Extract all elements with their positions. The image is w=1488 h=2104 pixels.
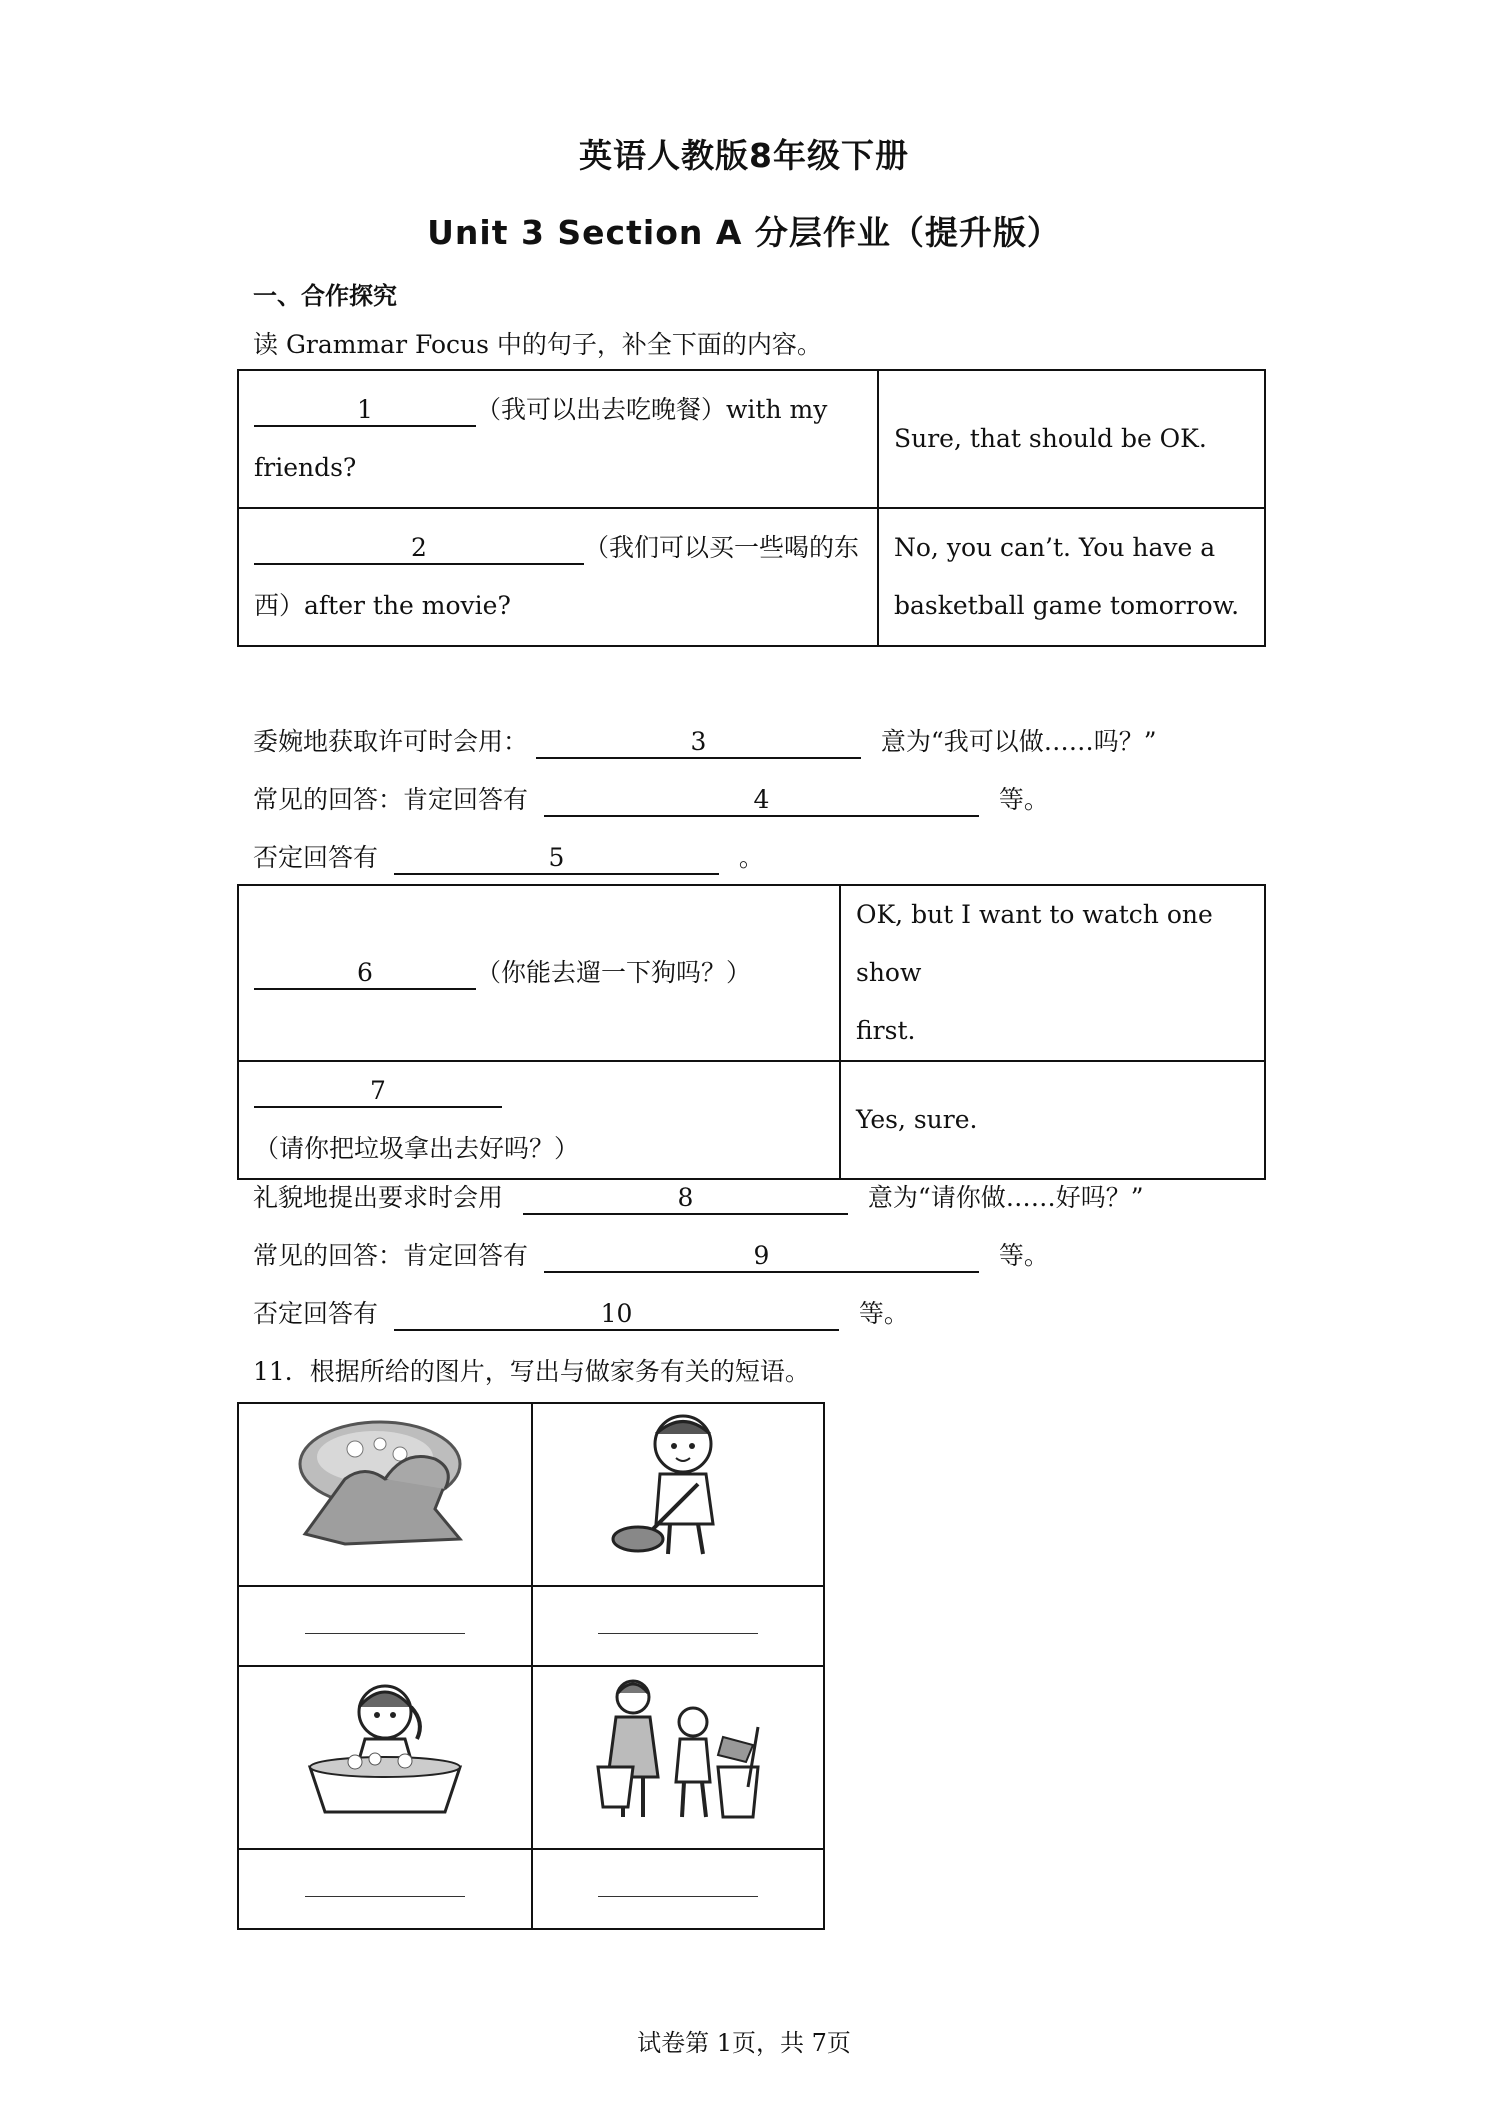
- document-title: 英语人教版8年级下册: [579, 136, 909, 175]
- page-footer: 试卷第 1页，共 7页: [637, 2029, 851, 2057]
- picture-cell: [238, 1666, 532, 1849]
- answer-row: [238, 1586, 824, 1666]
- section-heading: 一、合作探究: [253, 282, 397, 310]
- permission-line-1: [253, 722, 1156, 759]
- question-cell: [238, 370, 878, 508]
- permission-label: 委婉地获取许可时会用：: [253, 727, 529, 756]
- table-row: [238, 1061, 1265, 1179]
- question-text: （你能去遛一下狗吗？）: [476, 958, 752, 987]
- question-11: 11．根据所给的图片，写出与做家务有关的短语。: [253, 1357, 810, 1386]
- blank-6[interactable]: 6: [254, 958, 476, 990]
- blank-10[interactable]: 10: [394, 1299, 839, 1331]
- table-row: [238, 370, 1265, 508]
- etc-text: 等。: [998, 1241, 1049, 1270]
- boy-sweeping-icon: [588, 1404, 768, 1564]
- blank-7[interactable]: 7: [254, 1076, 502, 1108]
- question-text: （我们可以买一些喝的东: [584, 533, 860, 562]
- washing-hands-icon: [285, 1409, 485, 1559]
- blank-4[interactable]: 4: [544, 785, 979, 817]
- request-line-1: [253, 1178, 1143, 1215]
- answer-line[interactable]: [598, 1870, 758, 1897]
- instruction-text: 读 Grammar Focus 中的句子，补全下面的内容。: [253, 330, 822, 359]
- table-row: [238, 508, 1265, 646]
- picture-cell: [532, 1403, 824, 1586]
- grammar-table-2: [237, 884, 1266, 1180]
- picture-cell: [532, 1666, 824, 1849]
- affirmative-label: 常见的回答：肯定回答有: [253, 785, 529, 814]
- answer-blank-cell[interactable]: [532, 1586, 824, 1666]
- answer-blank-cell[interactable]: [238, 1586, 532, 1666]
- question-cell: [238, 885, 840, 1061]
- etc-text: 等。: [858, 1299, 909, 1328]
- answer-text-line2: first.: [856, 1016, 916, 1045]
- question-cell: [238, 1061, 840, 1179]
- period-text: 。: [738, 843, 764, 872]
- picture-row: [238, 1403, 824, 1586]
- blank-9[interactable]: 9: [544, 1241, 979, 1273]
- etc-text: 等。: [998, 785, 1049, 814]
- request-label: 礼貌地提出要求时会用: [253, 1183, 504, 1212]
- answer-row: [238, 1849, 824, 1929]
- answer-text: No, you can’t. You have a: [894, 533, 1216, 562]
- answer-text-line2: basketball game tomorrow.: [894, 591, 1240, 620]
- request-line-2: [253, 1236, 1049, 1273]
- answer-cell: [878, 508, 1265, 646]
- table-row: [238, 885, 1265, 1061]
- question-cell: [238, 508, 878, 646]
- question-text: （请你把垃圾拿出去好吗？）: [254, 1134, 580, 1163]
- answer-cell: [840, 1061, 1265, 1179]
- answer-line[interactable]: [598, 1607, 758, 1634]
- picture-table: [237, 1402, 825, 1930]
- answer-cell: [840, 885, 1265, 1061]
- answer-text: Yes, sure.: [856, 1105, 978, 1134]
- negative-label: 否定回答有: [253, 1299, 379, 1328]
- question-text-line2: friends?: [254, 453, 357, 482]
- blank-3[interactable]: 3: [536, 727, 861, 759]
- request-meaning: 意为“请你做……好吗？”: [867, 1183, 1144, 1212]
- blank-2[interactable]: 2: [254, 533, 584, 565]
- answer-line[interactable]: [305, 1870, 465, 1897]
- picture-row: [238, 1666, 824, 1849]
- answer-blank-cell[interactable]: [238, 1849, 532, 1929]
- girl-washing-clothes-icon: [285, 1667, 485, 1827]
- blank-8[interactable]: 8: [523, 1183, 848, 1215]
- blank-1[interactable]: 1: [254, 395, 476, 427]
- family-taking-out-trash-icon: [578, 1667, 778, 1827]
- permission-line-2: [253, 780, 1049, 817]
- answer-line[interactable]: [305, 1607, 465, 1634]
- answer-blank-cell[interactable]: [532, 1849, 824, 1929]
- permission-line-3: [253, 838, 764, 875]
- answer-text: Sure, that should be OK.: [894, 424, 1207, 453]
- question-text-line2: 西）after the movie?: [254, 591, 511, 620]
- grammar-table-1: [237, 369, 1266, 647]
- picture-cell: [238, 1403, 532, 1586]
- affirmative-label: 常见的回答：肯定回答有: [253, 1241, 529, 1270]
- answer-text: OK, but I want to watch one show: [856, 900, 1213, 987]
- question-text: （我可以出去吃晚餐）with my: [476, 395, 828, 424]
- document-subtitle: Unit 3 Section A 分层作业（提升版）: [427, 213, 1061, 252]
- blank-5[interactable]: 5: [394, 843, 719, 875]
- request-line-3: [253, 1294, 909, 1331]
- permission-meaning: 意为“我可以做……吗？”: [880, 727, 1157, 756]
- answer-cell: [878, 370, 1265, 508]
- negative-label: 否定回答有: [253, 843, 379, 872]
